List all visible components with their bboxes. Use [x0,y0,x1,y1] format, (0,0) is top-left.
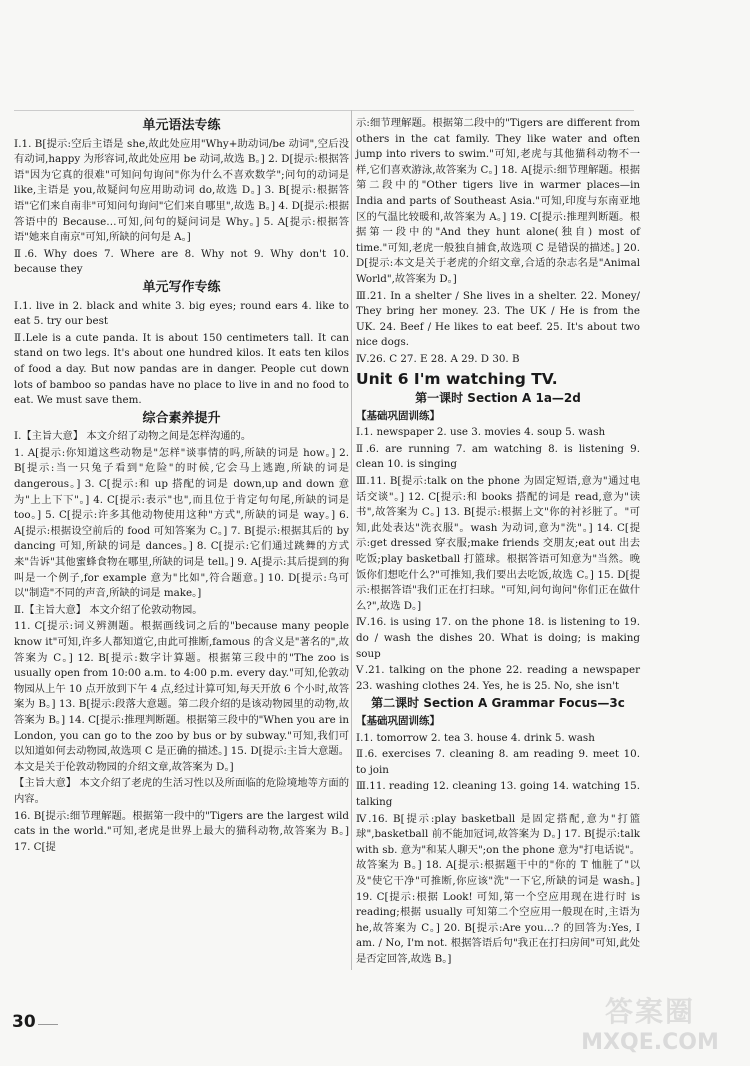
watermark-en-text: MXQE.COM [581,1030,719,1055]
grammar-paragraph: Ⅱ.6. Why does 7. Where are 8. Why not 9. Why don't 10. because they [14,247,349,276]
answer-paragraph: Ⅰ.1. newspaper 2. use 3. movies 4. soup 5. wash [356,426,606,439]
grammar-section-title: 单元语法专练 [142,118,221,133]
answer-paragraph: 1. A[提示:你知道这些动物是"怎样"谈事情的吗,所缺的词是 how。] 2. B[提示:当一只兔子看到"危险"的时候,它会马上逃跑,所缺的词是 dangerous。] 3. C[提示:和 up 搭配的词是 down,up and down 意为"上上下下"。] 4. C[提示:表示"也",而且位于肯定句句尾,所缺的词是 too。] 5. C[提示:许多其他动物使用这种"方式",所缺的词是 way。] 6. A[提示:根据设空前后的 food 可知答案为 C。] 7. B[提示:根据其后的 by dancing 可知,所缺的词是 dances。] 8. C[提示:它们通过跳舞的方式来"告诉"其他蜜蜂食物在哪里,所缺的词是 tell。] 9. A[提示:其后提到的狗叫是一个例子,for example 意为"比如",符合题意。] 10. D[提示:乌可以"制造"不同的声音,所缺的词是 make。] [14,446,349,600]
unit-title: Unit 6 I'm watching TV. [356,369,558,388]
main-idea-line: 【主旨大意】 本文介绍了老虎的生活习性以及所面临的危险境地等方面的内容。 [14,777,349,805]
answer-paragraph: Ⅲ.11. B[提示:talk on the phone 为固定短语,意为"通过电话交谈"。] 12. C[提示:和 books 搭配的词是 read,意为"读书",故答案为 C。] 13. B[提示:根据上文"你的衬衫脏了。"可知,此处表达"洗衣服"。wash 为动词,意为"洗"。] 14. C[提示:get dressed 穿衣服;make friends 交朋友;eat out 出去吃饭;play basketball 打篮球。根据答语可知意为"当然。晚饭你们想吃什么?"可推知,我们要出去吃饭,故选 C。] 15. D[提示:根据答语"我们正在打扫球。"可知,问句询问"你们正在做什么?",故选 D。] [356,475,640,612]
lesson-title: 第一课时 Section A 1a—2d [415,391,581,406]
column-divider [351,110,352,970]
answer-paragraph: Ⅳ.16. is using 17. on the phone 18. is listening to 19. do / wash the dishes 20. What is doing; is making soup [356,616,640,660]
answer-paragraph: Ⅱ.6. exercises 7. cleaning 8. am reading 9. meet 10. to join [356,748,640,776]
answer-paragraph: 11. C[提示:词义辨测题。根据画线词之后的"because many people know it"可知,许多人都知道它,由此可推断,famous 的含义是"著名的",故答案为 C。] 12. B[提示:数字计算题。根据第三段中的"The zoo is usually open from 10:00 a.m. to 4:00 p.m. every day."可知,伦敦动物园从上午 10 点开放到下午 4 点,经过计算可知,每天开放 6 个小时,故答案为 B。] 13. B[提示:段落大意题。第二段介绍的是该动物园里的动物,故答案为 B。] 14. C[提示:推理判断题。根据第三段中的"When you are in London, you can go to the zoo by bus or by subway."可知,我们可以知道如何去动物园,故选项 C 是正确的描述。] 15. D[提示:主旨大意题。本文是关于伦敦动物园的介绍文章,故答案为 D。] [14,620,349,773]
writing-paragraph: Ⅰ.1. live in 2. black and white 3. big eyes; round ears 4. like to eat 5. try our best [14,299,349,328]
comprehensive-section-title: 综合素养提升 [142,410,221,426]
page-number: 30 [12,1012,36,1032]
answer-paragraph: Ⅱ.6. are running 7. am watching 8. is listening 9. clean 10. is singing [356,442,640,471]
answer-paragraph: Ⅰ.1. tomorrow 2. tea 3. house 4. drink 5. wash [356,731,595,744]
main-idea-line: Ⅱ.【主旨大意】 本文介绍了伦敦动物园。 [14,603,203,616]
answer-paragraph: Ⅲ.11. reading 12. cleaning 13. going 14. watching 15. talking [356,780,640,808]
answer-paragraph: Ⅲ.21. In a shelter / She lives in a shelter. 22. Money/ They bring her money. 23. The UK / He is from the UK. 24. Beef / He likes to eat beef. 25. It's about two nice dogs. [356,289,640,349]
top-divider [14,110,634,111]
answer-paragraph: Ⅳ.26. C 27. E 28. A 29. D 30. B [356,352,520,365]
practice-tag: 【基础巩固训练】 [356,714,440,727]
grammar-paragraph: Ⅰ.1. B[提示:空后主语是 she,故此处应用"Why+助动词/be 动词",空后没有动词,happy 为形容词,故此处应用 be 动词,故选 B。] 2. D[提示:根据答语"因为它真的很难"可知问句询问"你为什么不喜欢数学";问句的动词是 like,主语是 you,故疑问句应用助动词 do,故选 D。] 3. B[提示:根据答语"它们来自南非"可知问句询问"它们来自哪里",故选 B。] 4. D[提示:根据答语中的 Because…可知,问句的疑问词是 Why。] 5. A[提示:根据答语"她来自南京"可知,所缺的问句是 A。] [14,137,349,244]
lesson-title: 第二课时 Section A Grammar Focus—3c [371,696,625,711]
watermark-logo [560,990,740,1060]
left-column [14,116,349,856]
writing-paragraph: Ⅱ.Lele is a cute panda. It is about 150 centimeters tall. It can stand on two legs. It's about one hundred kilos. It eats ten kilos of food a day. But now pandas are in danger. People cut down lots of bamboo so pandas have no place to live in and no food to eat. We must save them. [14,331,349,407]
answer-paragraph: 示:细节理解题。根据第二段中的"Tigers are different from others in the cat family. They like water and often jump into rivers to swim."可知,老虎与其他猫科动物不一样,它们喜欢游泳,故答案为 C。] 18. A[提示:细节理解题。根据第二段中的"Other tigers live in warmer places—in India and parts of Southeast Asia."可知,印度与东南亚地区的气温比较暖和,故答案为 A。] 19. C[提示:推理判断题。根据第一段中的"And they hunt alone(独自) most of time."可知,老虎一般独自捕食,故选项 C 是错误的描述。] 20. D[提示:本文是关于老虎的介绍文章,合适的杂志名是"Animal World",故答案为 D。] [356,117,640,285]
main-idea-line: Ⅰ.【主旨大意】 本文介绍了动物之间是怎样沟通的。 [14,430,252,443]
page-number-rule [38,1024,58,1025]
answer-paragraph: Ⅳ.16. B[提示:play basketball 是固定搭配,意为"打篮球",basketball 前不能加冠词,故答案为 D。] 17. B[提示:talk with sb. 意为"和某人聊天";on the phone 意为"打电话说"。故答案为 B。] 18. A[提示:根据题干中的"你的 T 恤脏了"以及"使它干净"可推断,你应该"洗"一下它,所缺的词是 wash。] 19. C[提示:根据 Look! 可知,第一个空应用现在进行时 is reading;根据 usually 可知第二个空应用一般现在时,主语为 he,故答案为 C。] 20. B[提示:Are you…? 的回答为:Yes, I am. / No, I'm not. 根据答语后句"我正在打扫房间"可知,此处是否定回答,故选 B。] [356,812,640,965]
watermark-cn-text: 答案圈 [604,995,695,1028]
answer-paragraph: 16. B[提示:细节理解题。根据第一段中的"Tigers are the largest wild cats in the world."可知,老虎是世界上最大的猫科动物,故答案为 B。] 17. C[提 [14,809,349,853]
writing-section-title: 单元写作专练 [142,279,221,295]
answer-paragraph: Ⅴ.21. talking on the phone 22. reading a newspaper 23. washing clothes 24. Yes, he is 25. No, she isn't [356,664,640,692]
right-column [356,116,640,968]
practice-tag: 【基础巩固训练】 [356,409,440,422]
